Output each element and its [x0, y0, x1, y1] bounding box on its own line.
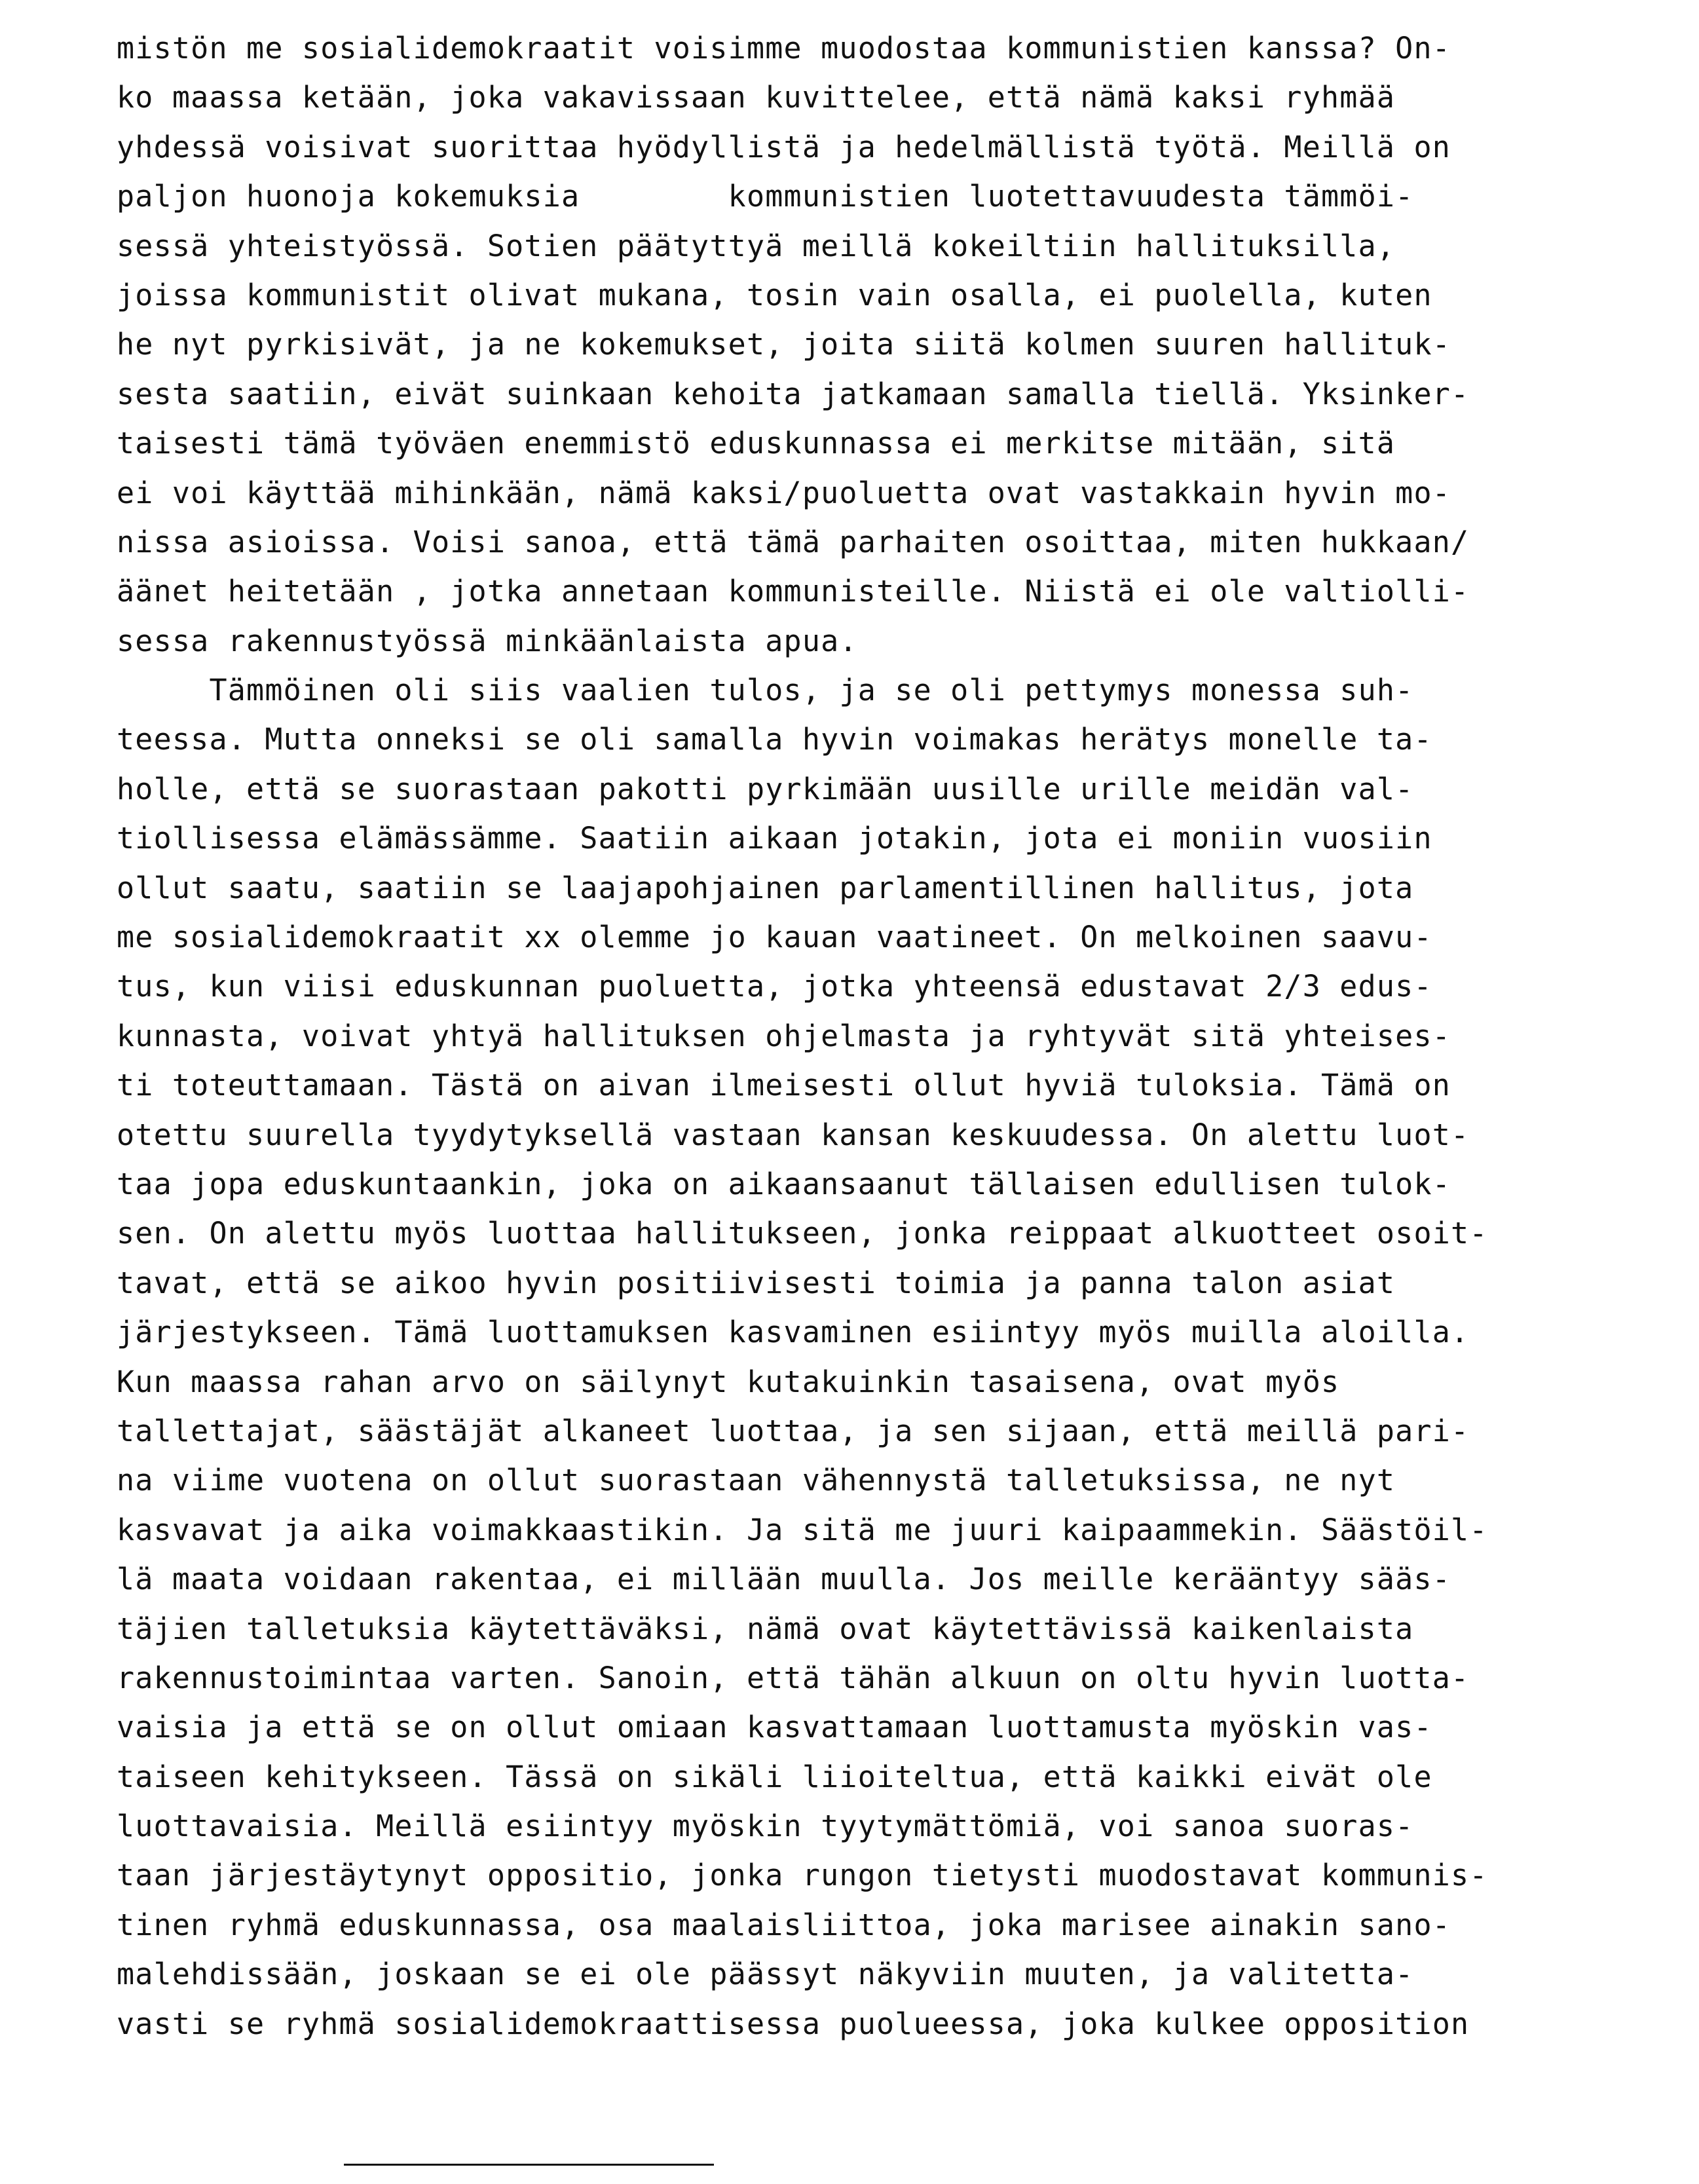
text-line: taisesti tämä työväen enemmistö eduskunnassa ei merkitse mitään, sitä — [117, 426, 1396, 461]
document-body — [117, 24, 1597, 2048]
text-line: he nyt pyrkisivät, ja ne kokemukset, joita siitä kolmen suuren hallituk- — [117, 327, 1451, 362]
text-line: ei voi käyttää mihinkään, nämä kaksi/puoluetta ovat vastakkain hyvin mo- — [117, 475, 1451, 510]
text-line: lä maata voidaan rakentaa, ei millään muulla. Jos meille kerääntyy sääs- — [117, 1562, 1451, 1597]
text-line: tallettajat, säästäjät alkaneet luottaa, ja sen sijaan, että meillä pari- — [117, 1413, 1470, 1448]
text-line: tiollisessa elämässämme. Saatiin aikaan jotakin, jota ei moniin vuosiin — [117, 821, 1432, 856]
text-line: na viime vuotena on ollut suorastaan vähennystä talletuksissa, ne nyt — [117, 1463, 1396, 1498]
text-line: nissa asioissa. Voisi sanoa, että tämä parhaiten osoittaa, miten hukkaan/ — [117, 524, 1470, 559]
text-line: Tämmöinen oli siis vaalien tulos, ja se oli pettymys monessa suh- — [117, 673, 1414, 708]
text-line: sen. On alettu myös luottaa hallitukseen, jonka reippaat alkuotteet osoit- — [117, 1216, 1488, 1251]
text-line: yhdessä voisivat suorittaa hyödyllistä ja hedelmällistä työtä. Meillä on — [117, 129, 1451, 164]
text-line: sesta saatiin, eivät suinkaan kehoita jatkamaan samalla tiellä. Yksinker- — [117, 376, 1470, 411]
text-line: tinen ryhmä eduskunnassa, osa maalaisliittoa, joka marisee ainakin sano- — [117, 1907, 1451, 1942]
text-line: äänet heitetään , jotka annetaan kommunisteille. Niistä ei ole valtiolli- — [117, 574, 1470, 609]
text-line: sessä yhteistyössä. Sotien päätyttyä meillä kokeiltiin hallituksilla, — [117, 228, 1396, 263]
text-line: joissa kommunistit olivat mukana, tosin vain osalla, ei puolella, kuten — [117, 277, 1432, 312]
text-line: tus, kun viisi eduskunnan puoluetta, jotka yhteensä edustavat 2/3 edus- — [117, 969, 1432, 1004]
text-line: täjien talletuksia käytettäväksi, nämä ovat käytettävissä kaikenlaista — [117, 1611, 1414, 1646]
text-line: vasti se ryhmä sosialidemokraattisessa puolueessa, joka kulkee opposition — [117, 2006, 1470, 2041]
text-line: otettu suurella tyydytyksellä vastaan kansan keskuudessa. On alettu luot- — [117, 1117, 1470, 1152]
text-line: tavat, että se aikoo hyvin positiivisesti toimia ja panna talon asiat — [117, 1265, 1396, 1300]
text-line: teessa. Mutta onneksi se oli samalla hyvin voimakas herätys monelle ta- — [117, 722, 1432, 757]
footer-rule — [344, 2164, 714, 2166]
text-line: luottavaisia. Meillä esiintyy myöskin tyytymättömiä, voi sanoa suoras- — [117, 1809, 1414, 1844]
text-line: kunnasta, voivat yhtyä hallituksen ohjelmasta ja ryhtyvät sitä yhteises- — [117, 1018, 1451, 1053]
text-line: rakennustoimintaa varten. Sanoin, että tähän alkuun on oltu hyvin luotta- — [117, 1660, 1470, 1695]
text-line: mistön me sosialidemokraatit voisimme muodostaa kommunistien kanssa? On- — [117, 31, 1451, 66]
text-line: malehdissään, joskaan se ei ole päässyt näkyviin muuten, ja valitetta- — [117, 1957, 1414, 1992]
text-line: taan järjestäytynyt oppositio, jonka rungon tietysti muodostavat kommunis- — [117, 1858, 1488, 1893]
text-line: taiseen kehitykseen. Tässä on sikäli liioiteltua, että kaikki eivät ole — [117, 1759, 1432, 1794]
text-line: taa jopa eduskuntaankin, joka on aikaansaanut tällaisen edullisen tulok- — [117, 1166, 1451, 1201]
text-line: vaisia ja että se on ollut omiaan kasvattamaan luottamusta myöskin vas- — [117, 1710, 1432, 1745]
text-line: järjestykseen. Tämä luottamuksen kasvaminen esiintyy myös muilla aloilla. — [117, 1315, 1470, 1350]
text-line: ko maassa ketään, joka vakavissaan kuvittelee, että nämä kaksi ryhmää — [117, 80, 1396, 115]
text-line: ti toteuttamaan. Tästä on aivan ilmeisesti ollut hyviä tuloksia. Tämä on — [117, 1068, 1451, 1103]
text-line: sessa rakennustyössä minkäänlaista apua. — [117, 623, 858, 658]
text-line: paljon huonoja kokemuksia kommunistien luotettavuudesta tämmöi- — [117, 179, 1414, 214]
text-line: me sosialidemokraatit xx olemme jo kauan vaatineet. On melkoinen saavu- — [117, 920, 1432, 955]
text-line: holle, että se suorastaan pakotti pyrkimään uusille urille meidän val- — [117, 771, 1414, 806]
text-line: ollut saatu, saatiin se laajapohjainen parlamentillinen hallitus, jota — [117, 870, 1414, 905]
text-line: Kun maassa rahan arvo on säilynyt kutakuinkin tasaisena, ovat myös — [117, 1364, 1340, 1399]
text-line: kasvavat ja aika voimakkaastikin. Ja sitä me juuri kaipaammekin. Säästöil- — [117, 1512, 1488, 1547]
